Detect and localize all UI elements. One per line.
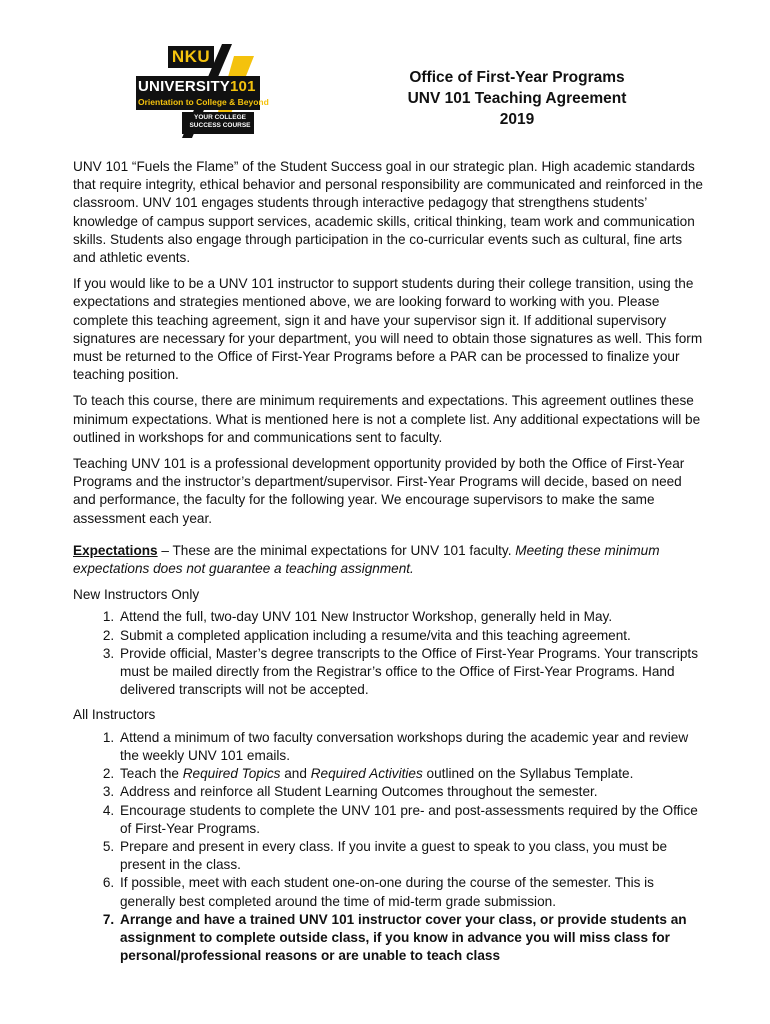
document-body bbox=[73, 158, 703, 972]
logo-course-text: YOUR COLLEGE SUCCESS COURSE bbox=[189, 114, 251, 129]
expectations-intro: – These are the minimal expectations for UNV 101 faculty. bbox=[157, 542, 516, 558]
expectations-section bbox=[73, 542, 703, 578]
list-item: 1. Attend a minimum of two faculty conversation workshops during the academic year and review the weekly UNV 101 emails. bbox=[118, 729, 703, 765]
expectations-heading: Expectations bbox=[73, 542, 158, 558]
list-item: 3. Address and reinforce all Student Learning Outcomes throughout the semester. bbox=[118, 783, 703, 801]
agreement-title: UNV 101 Teaching Agreement bbox=[407, 90, 627, 107]
paragraph-requirements: To teach this course, there are minimum requirements and expectations. This agreement outlines these minimum expectations. What is mentioned here is not a complete list. Any additional expectations will be outlined in workshops for and communications sent to faculty. bbox=[73, 393, 701, 445]
new-instructors-list bbox=[73, 608, 703, 699]
nku-badge: NKU bbox=[168, 46, 214, 68]
list-item: 6. If possible, meet with each student one-on-one during the course of the semester. This is generally best completed around the time of mid-term grade submission. bbox=[118, 874, 703, 910]
paragraph-instructor-invite: If you would like to be a UNV 101 instructor to support students during their college transition, using the expectations and strategies mentioned above, we are looking forward to working with you. Please complete this teaching agreement, sign it and have your supervisor sign it. If additional supervisory signatures are necessary for your department, you will need to obtain those signatures as well. This form must be returned to the Office of First-Year Programs before a PAR can be processed to finalize your teaching position. bbox=[73, 276, 703, 383]
list-item: 7. Arrange and have a trained UNV 101 instructor cover your class, or provide students an assignment to complete outside class, if you know in advance you will miss class for personal/professional reasons or are unable to teach class bbox=[118, 911, 703, 966]
paragraph-intro: UNV 101 “Fuels the Flame” of the Student Success goal in our strategic plan. High academic standards that require integrity, ethical behavior and personal responsibility are communicated and reinforced in the classroom. UNV 101 engages students through interactive pedagogy that strengthens students’ knowledge of campus support services, academic skills, critical thinking, team work and communication skills. Students also engage through participation in the co-curricular events such as cultural, fine arts and athletic events. bbox=[73, 159, 703, 266]
agreement-year: 2019 bbox=[499, 111, 535, 128]
document-header bbox=[382, 67, 652, 130]
all-instructors-list bbox=[73, 729, 703, 966]
office-title: Office of First-Year Programs bbox=[409, 69, 625, 86]
list-item: 4. Encourage students to complete the UNV 101 pre- and post-assessments required by the Office of First-Year Programs. bbox=[118, 802, 703, 838]
list-item: 2. Teach the Required Topics and Required Activities outlined on the Syllabus Template. bbox=[118, 765, 703, 783]
list-item: 2. Submit a completed application including a resume/vita and this teaching agreement. bbox=[118, 627, 703, 645]
list-item: 1. Attend the full, two-day UNV 101 New Instructor Workshop, generally held in May. bbox=[118, 608, 703, 626]
university-101-logo bbox=[130, 42, 270, 142]
list-item: 5. Prepare and present in every class. If you invite a guest to speak to you class, you must be present in the class. bbox=[118, 838, 703, 874]
new-instructors-label: New Instructors Only bbox=[73, 587, 200, 603]
logo-tagline: Orientation to College & Beyond bbox=[138, 97, 269, 107]
list-item: 3. Provide official, Master’s degree transcripts to the Office of First-Year Programs. Your transcripts must be mailed directly from the Registrar’s office to the Office of First-Year Programs. Hand delivered transcripts will not be accepted. bbox=[118, 645, 703, 700]
logo-title: UNIVERSITY101 bbox=[138, 78, 256, 95]
expectations-disclaimer: Meeting these minimum expectations does not guarantee a teaching assignment. bbox=[73, 542, 660, 577]
paragraph-professional-development: Teaching UNV 101 is a professional development opportunity provided by both the Office of First-Year Programs and the instructor’s department/supervisor. First-Year Programs will decide, based on need and performance, the faculty for the following year. We encourage supervisors to make the same assessment each year. bbox=[73, 456, 685, 526]
all-instructors-label: All Instructors bbox=[73, 707, 156, 723]
